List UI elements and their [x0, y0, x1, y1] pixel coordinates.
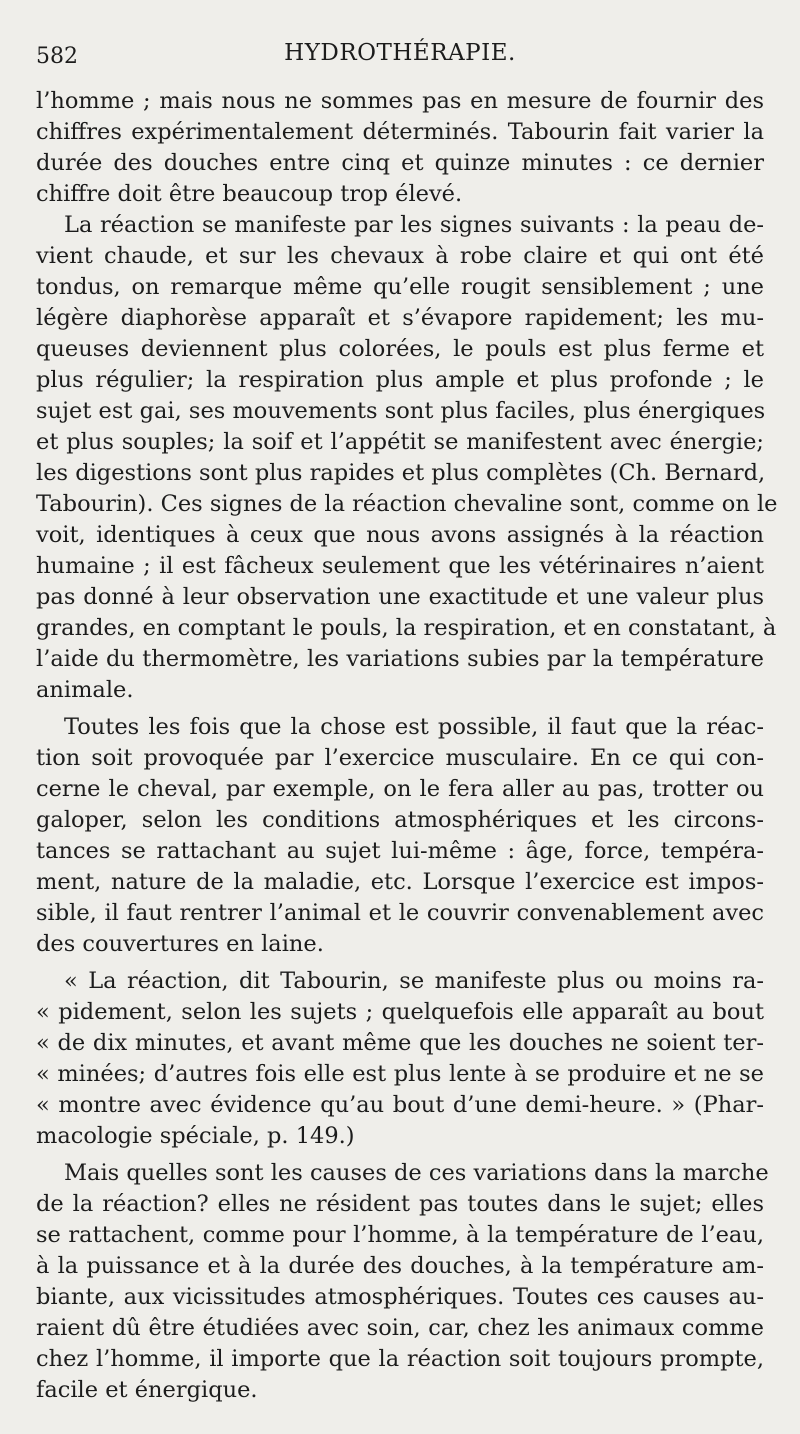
text-line: se rattachent, comme pour l’homme, à la température de l’eau, — [36, 1222, 764, 1248]
text-line: tances se rattachant au sujet lui-même : âge, force, tempéra- — [36, 838, 764, 864]
text-line: La réaction se manifeste par les signes suivants : la peau de- — [64, 212, 764, 238]
text-line: humaine ; il est fâcheux seulement que les vétérinaires n’aient — [36, 553, 764, 579]
text-line: les digestions sont plus rapides et plus complètes (Ch. Bernard, — [36, 460, 766, 486]
text-line: grandes, en comptant le pouls, la respiration, et en constatant, à — [36, 615, 777, 641]
text-line: sible, il faut rentrer l’animal et le couvrir convenablement avec — [36, 900, 764, 926]
text-line: « de dix minutes, et avant même que les douches ne soient ter- — [36, 1030, 764, 1056]
paragraph — [36, 712, 764, 960]
text-line: sujet est gai, ses mouvements sont plus faciles, plus énergiques — [36, 398, 766, 424]
text-line: de la réaction? elles ne résident pas toutes dans le sujet; elles — [36, 1191, 764, 1217]
text-line: biante, aux vicissitudes atmosphériques. Toutes ces causes au- — [36, 1284, 764, 1310]
text-line: cerne le cheval, par exemple, on le fera aller au pas, trotter ou — [36, 776, 764, 802]
quotation-paragraph — [36, 966, 764, 1152]
text-line: l’homme ; mais nous ne sommes pas en mesure de fournir des — [36, 88, 764, 114]
text-line: des couvertures en laine. — [36, 931, 324, 957]
paragraph — [36, 1158, 769, 1406]
text-line: chiffres expérimentalement déterminés. Tabourin fait varier la — [36, 119, 764, 145]
text-line: macologie spéciale, p. 149.) — [36, 1123, 355, 1149]
text-line: Mais quelles sont les causes de ces variations dans la marche — [64, 1160, 769, 1186]
paragraph — [36, 210, 778, 706]
text-line: Toutes les fois que la chose est possible, il faut que la réac- — [64, 714, 764, 740]
text-line: raient dû être étudiées avec soin, car, chez les animaux comme — [36, 1315, 764, 1341]
text-line: plus régulier; la respiration plus ample et plus profonde ; le — [36, 367, 764, 393]
text-line: Tabourin). Ces signes de la réaction chevaline sont, comme on le — [36, 491, 778, 517]
body-text — [36, 86, 778, 1406]
text-line: et plus souples; la soif et l’appétit se manifestent avec énergie; — [36, 429, 764, 455]
text-line: à la puissance et à la durée des douches, à la température am- — [36, 1253, 764, 1279]
text-line: « La réaction, dit Tabourin, se manifeste plus ou moins ra- — [64, 968, 764, 994]
text-line: chez l’homme, il importe que la réaction soit toujours prompte, — [36, 1346, 764, 1372]
text-line: chiffre doit être beaucoup trop élevé. — [36, 181, 463, 207]
text-line: légère diaphorèse apparaît et s’évapore rapidement; les mu- — [36, 305, 764, 331]
text-line: durée des douches entre cinq et quinze minutes : ce dernier — [36, 150, 764, 176]
text-line: tondus, on remarque même qu’elle rougit sensiblement ; une — [36, 274, 764, 300]
text-line: « montre avec évidence qu’au bout d’une demi-heure. » (Phar- — [36, 1092, 764, 1118]
text-line: « minées; d’autres fois elle est plus lente à se produire et ne se — [36, 1061, 764, 1087]
page-number: 582 — [36, 44, 78, 69]
text-line: « pidement, selon les sujets ; quelquefois elle apparaît au bout — [36, 999, 764, 1025]
text-line: facile et énergique. — [36, 1377, 258, 1403]
text-line: animale. — [36, 677, 134, 703]
text-line: l’aide du thermomètre, les variations subies par la température — [36, 646, 764, 672]
text-line: vient chaude, et sur les chevaux à robe claire et qui ont été — [36, 243, 764, 269]
text-line: ment, nature de la maladie, etc. Lorsque l’exercice est impos- — [36, 869, 764, 895]
text-line: voit, identiques à ceux que nous avons assignés à la réaction — [36, 522, 764, 548]
text-line: galoper, selon les conditions atmosphériques et les circons- — [36, 807, 764, 833]
running-head: HYDROTHÉRAPIE. — [284, 40, 516, 66]
text-line: pas donné à leur observation une exactitude et une valeur plus — [36, 584, 764, 610]
text-line: queuses deviennent plus colorées, le pouls est plus ferme et — [36, 336, 764, 362]
text-line: tion soit provoquée par l’exercice musculaire. En ce qui con- — [36, 745, 764, 771]
paragraph — [36, 86, 764, 210]
page-header — [36, 40, 764, 84]
